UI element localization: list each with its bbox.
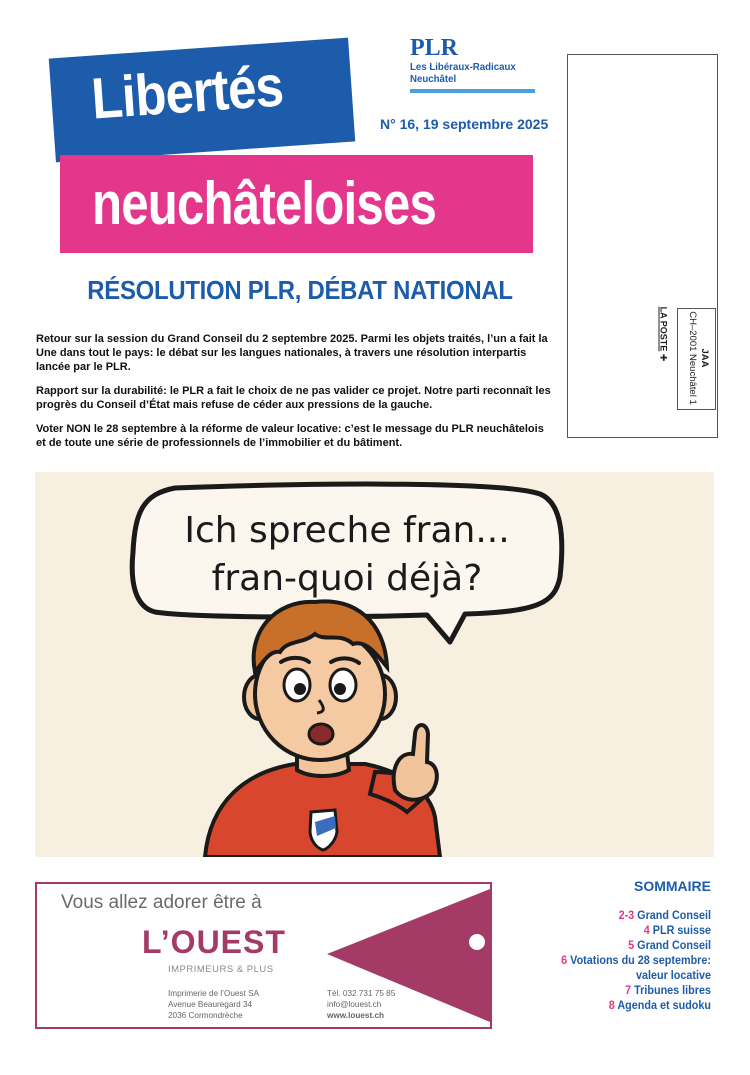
toc-item-continued: valeur locative <box>635 968 711 982</box>
intro-paragraph-2: Rapport sur la durabilité: le PLR a fait le choix de ne pas valider ce projet. Notre parti reconnaît les progrès du Conseil d’État mais refuse de céder aux pressions de la gauche. <box>36 385 551 411</box>
ad-address-line: Avenue Beauregard 34 <box>168 1000 253 1009</box>
toc-item[interactable]: 8 Agenda et sudoku <box>608 998 711 1012</box>
advertisement <box>35 882 492 1029</box>
intro-paragraph-3: Voter NON le 28 septembre à la réforme de valeur locative: c’est le message du PLR neuchâtelois et de toute une série de professionnels de l’immobilier et du bâtiment. <box>36 423 544 449</box>
boy-character <box>205 601 440 857</box>
title-line2: neuchâteloises <box>92 170 437 237</box>
ad-phone: Tél. 032 731 75 85 <box>327 989 396 998</box>
toc-item[interactable]: 2-3 Grand Conseil <box>618 908 711 922</box>
plr-logo-bar <box>410 89 535 93</box>
jaa-label: JAA <box>699 348 710 368</box>
ad-tagline: Vous allez adorer être à <box>61 892 262 913</box>
toc-item[interactable]: 4 PLR suisse <box>643 923 711 937</box>
cartoon-illustration <box>35 472 714 857</box>
title-banner-pink <box>60 155 533 253</box>
toc-item[interactable]: 6 Votations du 28 septembre: <box>561 953 711 967</box>
ad-website[interactable]: www.louest.ch <box>327 1011 385 1020</box>
issue-number: N° 16, 19 septembre 2025 <box>380 116 549 132</box>
ad-email[interactable]: info@louest.ch <box>327 1000 382 1009</box>
speech-line-2: fran-quoi déjà? <box>211 558 483 599</box>
title-line1: Libertés <box>89 53 285 132</box>
ad-brand: L’OUEST <box>142 924 286 960</box>
ad-address-line: 2036 Cormondrèche <box>168 1011 243 1020</box>
toc-item[interactable]: 7 Tribunes libres <box>625 983 711 997</box>
table-of-contents <box>535 878 711 1013</box>
ad-subtitle: IMPRIMEURS & PLUS <box>168 964 274 975</box>
toc-item[interactable]: 5 Grand Conseil <box>628 938 711 952</box>
plr-logo-line2: Neuchâtel <box>410 73 457 85</box>
plr-logo-line1: Les Libéraux-Radicaux <box>410 61 516 73</box>
postage-text <box>686 303 710 413</box>
cartoon-svg <box>35 472 714 857</box>
plr-logo <box>410 35 535 93</box>
title-banner-blue <box>49 38 356 163</box>
intro-paragraph-1: Retour sur la session du Grand Conseil du 2 septembre 2025. Parmi les objets traités, l’un a fait la Une dans tout le pays: le débat sur les langues nationales, à travers une résolution interpartis lancée par le PLR. <box>36 333 548 373</box>
speech-line-1: Ich spreche fran... <box>184 510 510 551</box>
la-poste-logo: LA POSTE ✚ <box>658 306 669 362</box>
headline: RÉSOLUTION PLR, DÉBAT NATIONAL <box>87 275 513 305</box>
ad-address <box>168 988 259 1021</box>
postcode-label: CH–2001 Neuchâtel 1 <box>687 311 698 405</box>
ad-address-line: Imprimerie de l’Ouest SA <box>168 989 260 998</box>
ad-arrow-tag-icon <box>327 884 490 1027</box>
toc-title: SOMMAIRE <box>634 878 711 894</box>
plr-logo-name: PLR <box>410 35 458 61</box>
